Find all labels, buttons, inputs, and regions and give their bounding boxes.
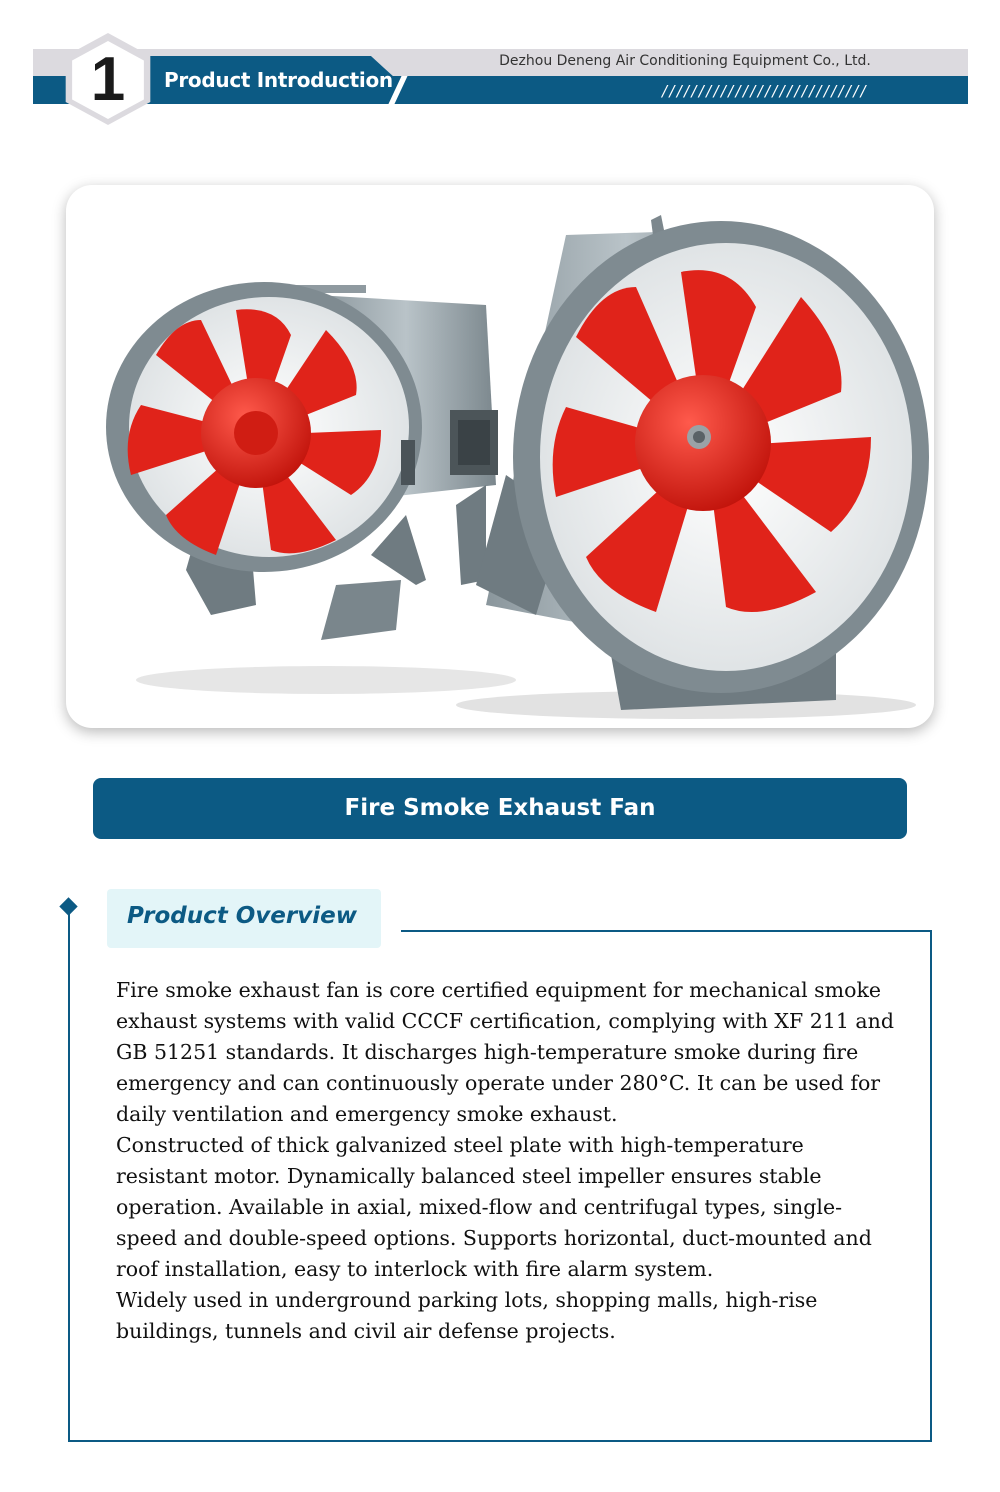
diamond-marker-icon (59, 897, 77, 915)
overview-paragraph: Fire smoke exhaust fan is core certified equipment for mechanical smoke exhaust systems with valid CCCF certification, complying with XF 211 and GB 51251 standards. It discharges high-temperature smoke during fire emergency and can continuously operate under 280°C. It can be used for daily ventilation and emergency smoke exhaust. (116, 978, 894, 1126)
overview-border-right (930, 930, 932, 1442)
product-name-banner: Fire Smoke Exhaust Fan (93, 778, 907, 839)
company-name: Dezhou Deneng Air Conditioning Equipment Co., Ltd. (499, 53, 871, 69)
right-fan (450, 215, 929, 710)
overview-border-bottom (68, 1440, 932, 1442)
overview-border-left (68, 910, 70, 1442)
overview-paragraph: Widely used in underground parking lots, shopping malls, high-rise buildings, tunnels and civil air defense projects. (116, 1288, 818, 1343)
overview-paragraph: Constructed of thick galvanized steel plate with high-temperature resistant motor. Dynamically balanced steel impeller ensures stable operation. Available in axial, mixed-flow and centrifugal types, single-speed and double-speed options. Supports horizontal, duct-mounted and roof installation, easy to interlock with fire alarm system. (116, 1133, 872, 1281)
product-photo (66, 185, 934, 728)
overview-heading: Product Overview (127, 903, 357, 929)
left-fan (106, 282, 496, 640)
section-number: 1 (90, 45, 126, 114)
overview-border-top (401, 930, 932, 932)
product-photo-card (66, 185, 934, 728)
decorative-slashes: //////////////////////////// (662, 82, 868, 100)
section-title: Product Introduction (164, 68, 393, 92)
overview-body (116, 975, 896, 1347)
